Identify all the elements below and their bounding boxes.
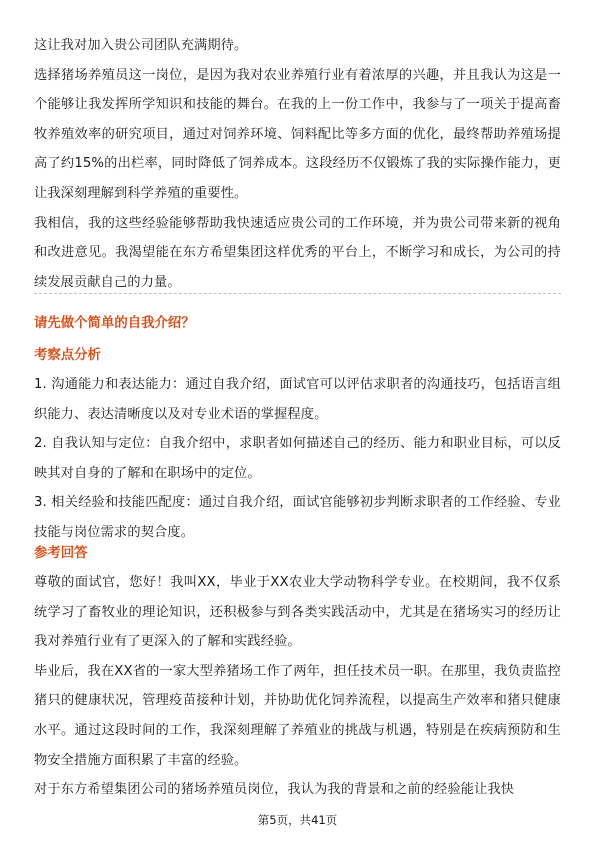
question-title: 请先做个简单的自我介绍？	[34, 316, 195, 331]
analysis-heading: 考察点分析	[34, 348, 101, 363]
intro-paragraph-1: 这让我对加入贵公司团队充满期待。	[34, 38, 248, 53]
intro-paragraph-2: 选择猪场养殖员这一岗位，是因为我对农业养殖行业有着浓厚的兴趣，并且我认为这是一个能够让我发挥所学知识和技能的舞台。在我的上一份工作中，我参与了一项关于提高畜牧养殖效率的研究项目，通过对饲养环境、饲料配比等多方面的优化，最终帮助养殖场提高了约15%的出栏率，同时降低了饲养成本。这段经历不仅锻炼了我的实际操作能力，更让我深刻理解到科学养殖的重要性。	[34, 67, 561, 201]
analysis-item-3: 3. 相关经验和技能匹配度：通过自我介绍，面试官能够初步判断求职者的工作经验、专业技能与岗位需求的契合度。	[34, 495, 561, 540]
analysis-item-1: 1. 沟通能力和表达能力：通过自我介绍，面试官可以评估求职者的沟通技巧，包括语言组织能力、表达清晰度以及对专业术语的掌握程度。	[34, 377, 561, 422]
answer-heading: 参考回答	[34, 546, 88, 561]
answer-paragraph-3: 对于东方希望集团公司的猪场养殖员岗位，我认为我的背景和之前的经验能让我快	[34, 782, 515, 798]
answer-paragraph-1: 尊敬的面试官，您好！我叫XX，毕业于XX农业大学动物科学专业。在校期间，我不仅系统学习了畜牧业的理论知识，还积极参与到各类实践活动中，尤其是在猪场实习的经历让我对养殖行业有了更深入的了解和实践经验。	[34, 575, 561, 650]
intro-section	[34, 0, 561, 297]
answer-section	[34, 540, 561, 805]
section-divider	[34, 293, 561, 294]
question-section	[34, 310, 561, 548]
page-number: 第5页，共41页	[257, 813, 338, 827]
intro-paragraph-3: 我相信，我的这些经验能够帮助我快速适应贵公司的工作环境，并为贵公司带来新的视角和改进意见。我渴望能在东方希望集团这样优秀的平台上，不断学习和成长，为公司的持续发展贡献自己的力量。	[34, 215, 561, 290]
analysis-item-2: 2. 自我认知与定位：自我介绍中，求职者如何描述自己的经历、能力和职业目标，可以反映其对自身的了解和在职场中的定位。	[34, 436, 561, 481]
answer-paragraph-2: 毕业后，我在XX省的一家大型养猪场工作了两年，担任技术员一职。在那里，我负责监控猪只的健康状况，管理疫苗接种计划，并协助优化饲养流程，以提高生产效率和猪只健康水平。通过这段时间的工作，我深刻理解了养殖业的挑战与机遇，特别是在疾病预防和生物安全措施方面积累了丰富的经验。	[34, 663, 561, 768]
